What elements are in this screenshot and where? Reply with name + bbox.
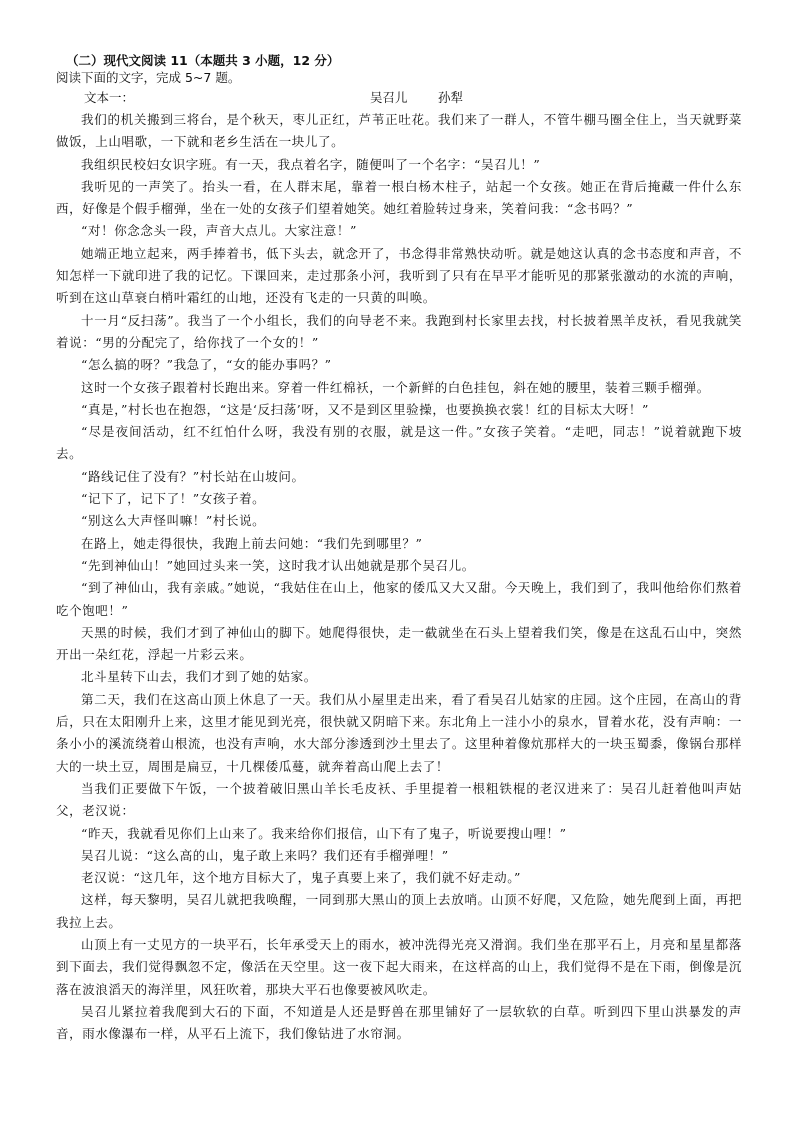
article-paragraph: “记下了，记下了！”女孩子着。 (81, 491, 266, 507)
article-paragraph: 在路上，她走得很快，我跑上前去问她：“我们先到哪里？” (81, 535, 423, 551)
article-body (56, 109, 742, 1045)
reading-page (56, 52, 742, 1045)
article-paragraph: “别这么大声怪叫嘛！”村长说。 (81, 513, 266, 529)
article-paragraph: 我听见的一声笑了。抬头一看，在人群末尾，靠着一根白杨木柱子，站起一个女孩。她正在背后掩藏一件什么东西，好像是个假手榴弹，坐在一处的女孩子们望着她笑。她红着脸转过身来，笑着问我：“念书吗？” (56, 178, 742, 217)
article-paragraph: “昨天，我就看见你们上山来了。我来给你们报信，山下有了鬼子，听说要搜山哩！” (81, 825, 567, 841)
article-paragraph: 我们的机关搬到三将台，是个秋天，枣儿正红，芦苇正吐花。我们来了一群人，不管牛棚马圈全住上，当天就野菜做饭，上山唱歌，一下就和老乡生活在一块儿了。 (56, 112, 742, 150)
article-paragraph: 老汉说：“这几年，这个地方目标大了，鬼子真要上来了，我们就不好走动。” (81, 870, 522, 886)
article-paragraph: 山顶上有一丈见方的一块平石，长年承受天上的雨水，被冲洗得光亮又滑润。我们坐在那平石上，月亮和星星都落到下面去，我们觉得飘忽不定，像活在天空里。这一夜下起大雨来，在这样高的山上，我们觉得不是在下雨，倒像是沉落在波浪滔天的海洋里，风狂吹着，那块大平石也像要被风吹走。 (56, 936, 742, 997)
article-paragraph: 吴召儿紧拉着我爬到大石的下面，不知道是人还是野兽在那里铺好了一层软软的白草。听到四下里山洪暴发的声音，雨水像瀑布一样，从平石上流下，我们像钻进了水帘洞。 (56, 1003, 742, 1042)
article-paragraph: “先到神仙山！”她回过头来一笑，这时我才认出她就是那个吴召儿。 (81, 557, 475, 573)
article-title: 吴召儿 (370, 90, 408, 105)
article-paragraph: “对！你念念头一段，声音大点儿。大家注意！” (81, 223, 357, 239)
section-title: （二）现代文阅读 11（本题共 3 小题，12 分） (66, 53, 340, 68)
article-paragraph: 吴召儿说：“这么高的山，鬼子敢上来吗？我们还有手榴弹哩！” (81, 847, 449, 863)
text-label: 文本一： (84, 90, 135, 105)
article-paragraph: “怎么搞的呀？”我急了，“女的能办事吗？” (81, 357, 332, 373)
instruction: 阅读下面的文字，完成 5~7 题。 (56, 70, 241, 85)
article-paragraph: 我组织民校妇女识字班。有一天，我点着名字，随便叫了一个名字：“吴召儿！” (81, 156, 541, 172)
article-paragraph: 十一月“反扫荡”。我当了一个小组长，我们的向导老不来。我跑到村长家里去找，村长披着黑羊皮袄，看见我就笑着说：“男的分配完了，给你找了一个女的！” (56, 312, 742, 350)
article-paragraph: 她端正地立起来，两手捧着书，低下头去，就念开了，书念得非常熟快动听。就是她这认真的念书态度和声音，不知怎样一下就印进了我的记忆。下课回来，走过那条小河，我听到了只有在早平才能听见的那紧张激动的水流的声响，听到在这山草衰白梢叶霜红的山地，还没有飞走的一只黄的叫唤。 (56, 245, 742, 306)
article-paragraph: 当我们正要做下午饭，一个披着破旧黑山羊长毛皮袄、手里提着一根粗铁棍的老汉进来了：吴召儿赶着他叫声姑父，老汉说： (56, 780, 742, 819)
article-paragraph: “路线记住了没有？”村长站在山坡问。 (81, 468, 305, 484)
article-paragraph: “到了神仙山，我有亲戚。”她说，“我姑住在山上，他家的倭瓜又大又甜。今天晚上，我们到了，我叫他给你们熬着吃个饱吧！” (56, 580, 742, 618)
article-paragraph: “真是，”村长也在抱怨，“这是‘反扫荡’呀，又不是到区里验操，也要换换衣裳！红的目标太大呀！” (81, 401, 649, 417)
article-paragraph: 北斗星转下山去，我们才到了她的姑家。 (81, 669, 317, 685)
article-paragraph: 这时一个女孩子跟着村长跑出来。穿着一件红棉袄，一个新鲜的白色挂包，斜在她的腰里，装着三颗手榴弹。 (81, 379, 710, 395)
article-paragraph: 第二天，我们在这高山顶上休息了一天。我们从小屋里走出来，看了看吴召儿姑家的庄园。这个庄园，在高山的背后，只在太阳刚升上来，这里才能见到光亮，很快就又阴暗下来。东北角上一洼小小的泉水，冒着水花，没有声响：一条小小的溪流绕着山根流，也没有声响，水大部分渗透到沙土里去了。这里种着像炕那样大的一块玉蜀黍，像锅台那样大的一块土豆，周围是扁豆，十几棵倭瓜蔓，就奔着高山爬上去了！ (56, 691, 742, 774)
text-heading (84, 87, 742, 109)
article-author: 孙犁 (438, 90, 464, 105)
article-paragraph: “尽是夜间活动，红不红怕什么呀，我没有别的衣服，就是这一件。”女孩子笑着。“走吧，同志！”说着就跑下坡去。 (56, 424, 742, 462)
article-paragraph: 这样，每天黎明，吴召儿就把我唤醒，一同到那大黑山的顶上去放哨。山顶不好爬，又危险，她先爬到上面，再把我拉上去。 (56, 892, 742, 930)
article-paragraph: 天黑的时候，我们才到了神仙山的脚下。她爬得很快，走一截就坐在石头上望着我们笑，像是在这乱石山中，突然开出一朵红花，浮起一片彩云来。 (56, 624, 742, 663)
